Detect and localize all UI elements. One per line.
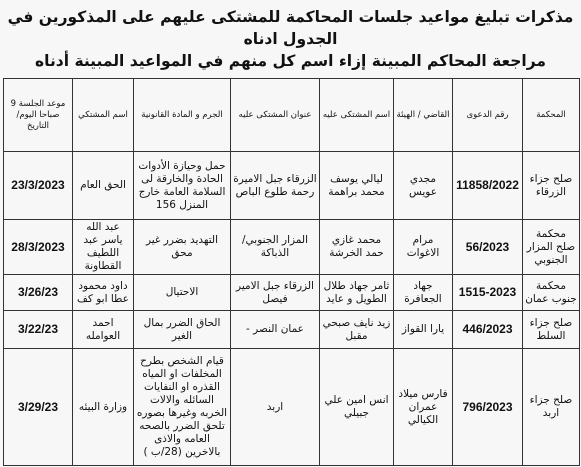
cell-offense: حمل وحيازة الأدوات الحادة والخارقة لى السلامة العامة خارج المنزل 156 xyxy=(134,152,231,220)
cell-court: محكمة جنوب عمان xyxy=(523,275,580,311)
cell-address: المزار الجنوبي/الذباكة xyxy=(231,220,320,275)
cell-judge: مرام الاغوات xyxy=(394,220,453,275)
cell-judge: جهاد الجعافرة xyxy=(394,275,453,311)
table-row xyxy=(4,349,580,466)
table-row xyxy=(4,275,580,311)
cell-offense: التهديد بضرر غير محق xyxy=(134,220,231,275)
cell-offense: الحاق الضرر بمال الغير xyxy=(134,311,231,349)
cell-court: صلح جزاء اربد xyxy=(523,349,580,466)
cell-address: الزرقاء جبل الاميرة رحمة طلوع الباص xyxy=(231,152,320,220)
cell-address: عمان النصر - xyxy=(231,311,320,349)
col-header-court: المحكمة xyxy=(523,79,580,152)
cell-address: الزرقاء جبل الامير فيصل xyxy=(231,275,320,311)
cell-complainant: عبد الله ياسر عبد اللطيف القطاونة xyxy=(73,220,134,275)
cell-offense: قيام الشخص بطرح المخلفات او المياه القذره او النفايات السائله والالات الخربه وغيرها بصوره تلحق الضرر بالصحه العامه والاذى بالاخرين (28/ب ) xyxy=(134,349,231,466)
cell-defendant: زيد نايف صبحي مقبل xyxy=(320,311,394,349)
cell-case-number: 1515-2023 xyxy=(453,275,523,311)
col-header-hearing-date: موعد الجلسة 9 صباحا اليوم/التاريخ xyxy=(4,79,73,152)
notice-title xyxy=(0,0,581,70)
table-row xyxy=(4,311,580,349)
col-header-judge: القاضي / الهيئة xyxy=(394,79,453,152)
cell-hearing-date: 23/3/2023 xyxy=(4,152,73,220)
col-header-complainant: اسم المشتكي xyxy=(73,79,134,152)
col-header-defendant-address: عنوان المشتكى عليه xyxy=(231,79,320,152)
table-row xyxy=(4,152,580,220)
cell-judge: يارا القواز xyxy=(394,311,453,349)
cell-hearing-date: 3/26/23 xyxy=(4,275,73,311)
cell-case-number: 11858/2022 xyxy=(453,152,523,220)
col-header-offense: الجرم و المادة القانونية xyxy=(134,79,231,152)
cell-complainant: احمد العوامله xyxy=(73,311,134,349)
cell-judge: مجدي عويس xyxy=(394,152,453,220)
cell-offense: الاحتيال xyxy=(134,275,231,311)
hearings-table xyxy=(3,78,580,466)
cell-court: محكمة صلح المزار الجنوبي xyxy=(523,220,580,275)
cell-case-number: 796/2023 xyxy=(453,349,523,466)
cell-defendant: انس امين علي جبيلي xyxy=(320,349,394,466)
table-header-row xyxy=(4,79,580,152)
cell-complainant: الحق العام xyxy=(73,152,134,220)
title-line-1: مذكرات تبليغ مواعيد جلسات المحاكمة للمشتكى عليهم على المذكورين في الجدول ادناه xyxy=(7,8,574,48)
title-line-2: مراجعة المحاكم المبينة إزاء اسم كل منهم في المواعيد المبينة أدناه xyxy=(35,52,546,70)
cell-defendant: ثامر جهاد طلال الطويل و عايد xyxy=(320,275,394,311)
cell-court: صلح جزاء الزرقاء xyxy=(523,152,580,220)
table-row xyxy=(4,220,580,275)
cell-hearing-date: 28/3/2023 xyxy=(4,220,73,275)
cell-hearing-date: 3/29/23 xyxy=(4,349,73,466)
cell-case-number: 446/2023 xyxy=(453,311,523,349)
cell-case-number: 56/2023 xyxy=(453,220,523,275)
cell-court: صلح جزاء السلط xyxy=(523,311,580,349)
cell-complainant: وزارة البيئه xyxy=(73,349,134,466)
col-header-defendant: اسم المشتكى عليه xyxy=(320,79,394,152)
cell-address: اربد xyxy=(231,349,320,466)
cell-complainant: داود محمود عطا ابو كف xyxy=(73,275,134,311)
cell-defendant: ليالي يوسف محمد براهمة xyxy=(320,152,394,220)
col-header-case-number: رقم الدعوى xyxy=(453,79,523,152)
cell-defendant: محمد غازي حمد الخرشة xyxy=(320,220,394,275)
cell-hearing-date: 3/22/23 xyxy=(4,311,73,349)
cell-judge: فارس ميلاد عمران الكيالي xyxy=(394,349,453,466)
